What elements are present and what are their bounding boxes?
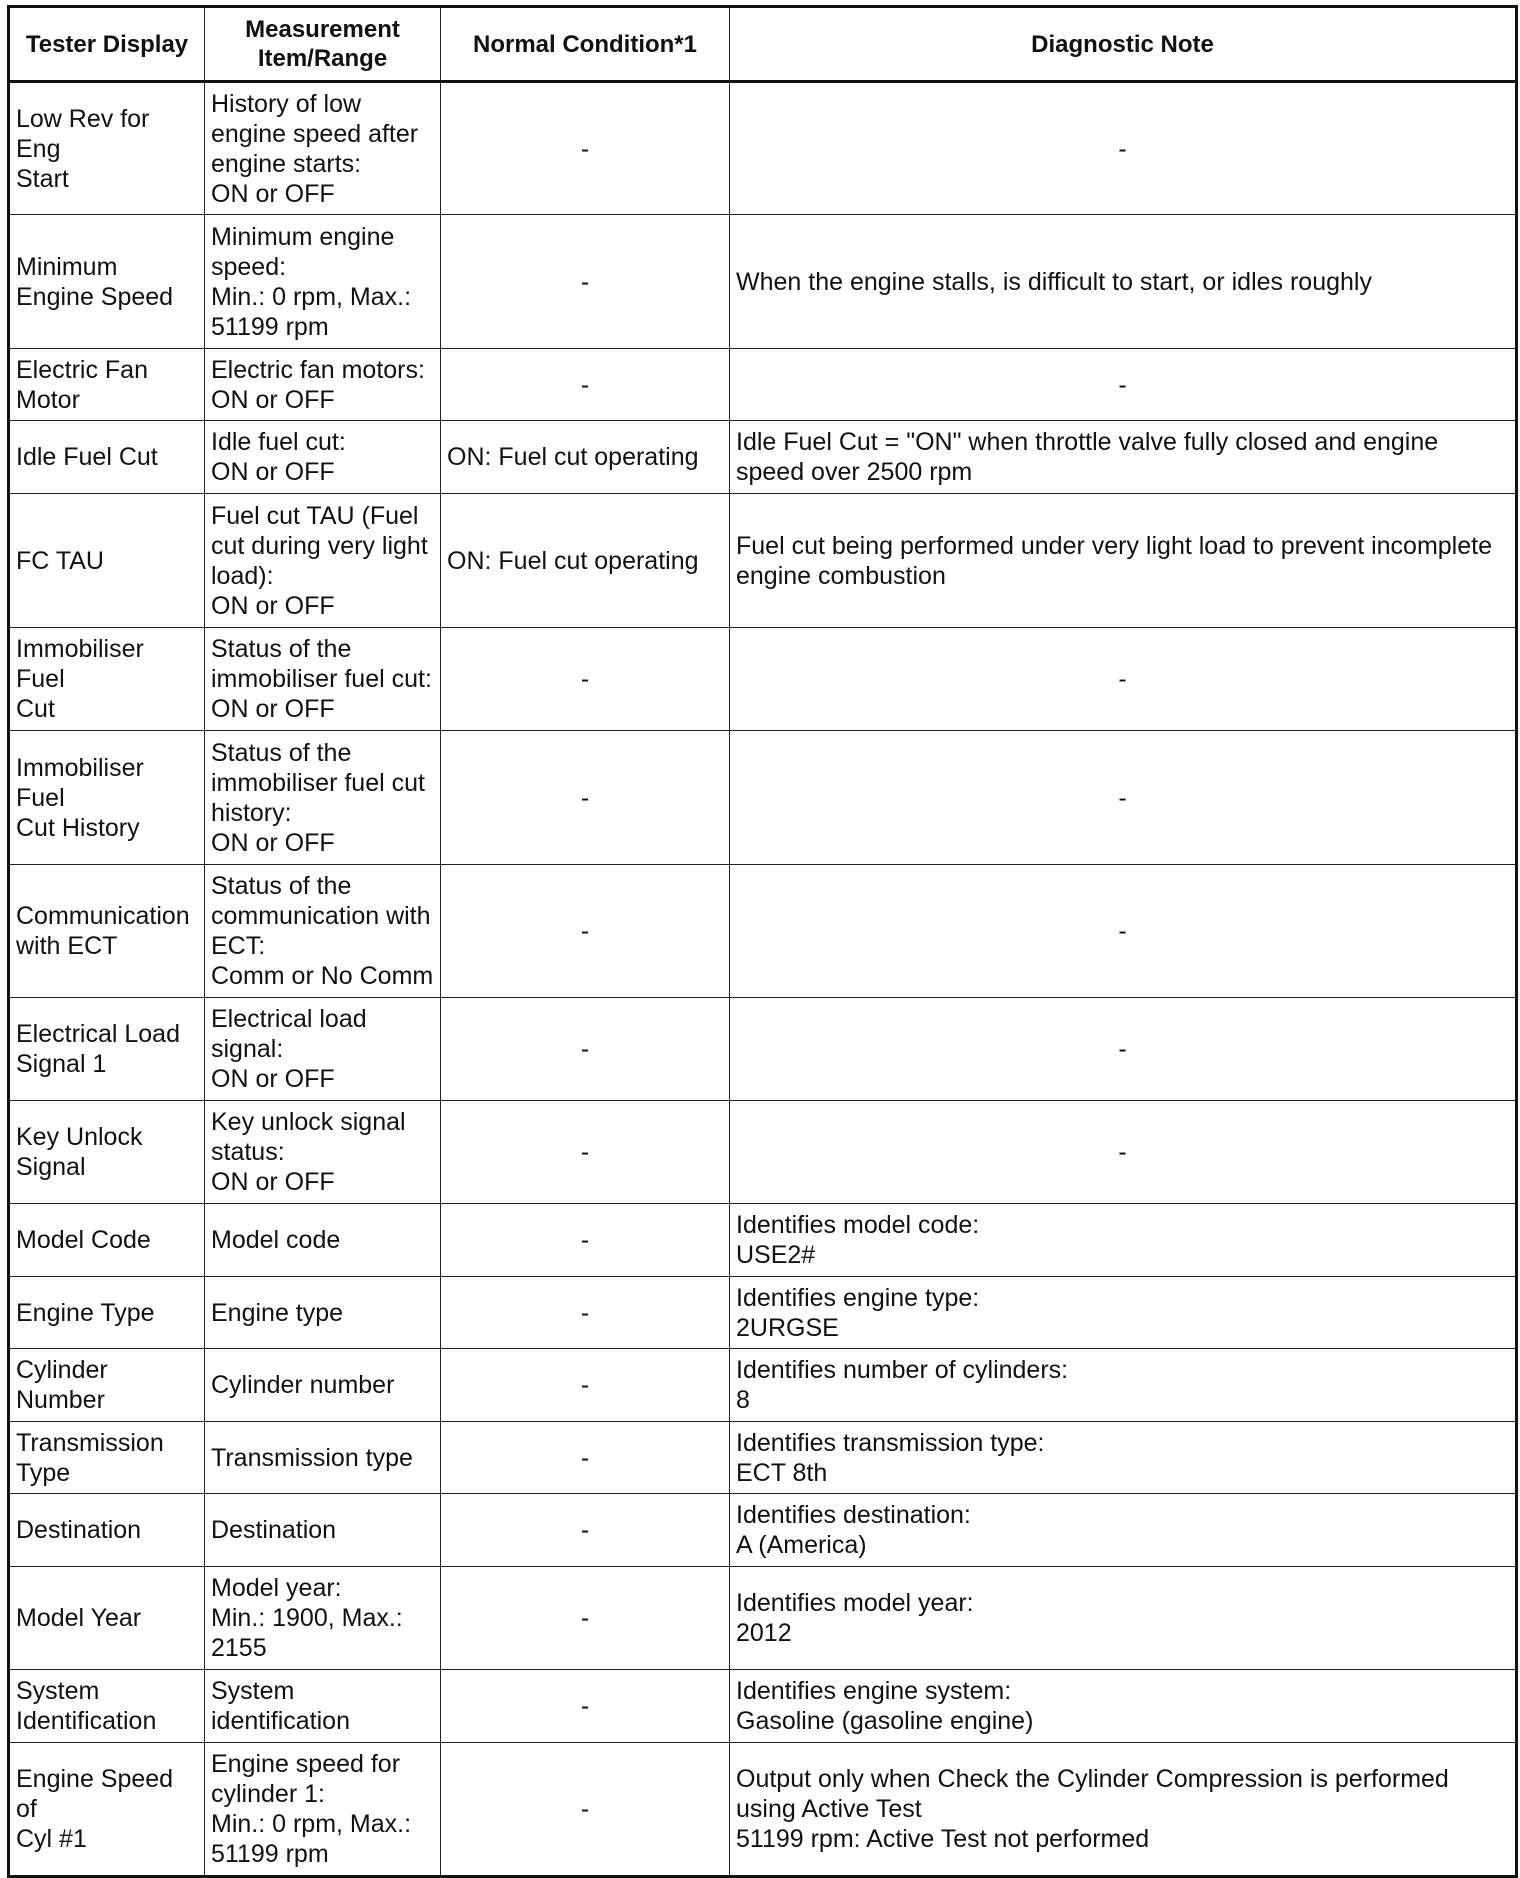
diagnostic-note-cell: Identifies destination: A (America) xyxy=(730,1494,1517,1567)
table-row xyxy=(9,1422,1517,1494)
normal-condition-cell: - xyxy=(441,731,730,865)
diagnostic-note-cell: - xyxy=(730,998,1517,1101)
table-row xyxy=(9,628,1517,731)
tester-display-cell: Engine Speed of Cyl #1 xyxy=(9,1743,205,1877)
header-measurement-item-range: Measurement Item/Range xyxy=(205,7,441,82)
diagnostic-note-cell: Identifies model code: USE2# xyxy=(730,1204,1517,1277)
table-row xyxy=(9,215,1517,349)
diagnostic-note-cell: Identifies engine type: 2URGSE xyxy=(730,1277,1517,1349)
table-row xyxy=(9,421,1517,494)
tester-display-cell: Low Rev for Eng Start xyxy=(9,82,205,215)
measurement-cell: History of low engine speed after engine starts: ON or OFF xyxy=(205,82,441,215)
normal-condition-cell: - xyxy=(441,1277,730,1349)
normal-condition-cell: - xyxy=(441,349,730,421)
normal-condition-cell: - xyxy=(441,1743,730,1877)
diagnostic-note-cell: - xyxy=(730,865,1517,998)
diagnostic-note-cell: Identifies number of cylinders: 8 xyxy=(730,1349,1517,1422)
header-row xyxy=(9,7,1517,82)
diagnostic-note-cell: Identifies engine system: Gasoline (gasoline engine) xyxy=(730,1670,1517,1743)
diagnostic-note-cell: Idle Fuel Cut = "ON" when throttle valve fully closed and engine speed over 2500 rpm xyxy=(730,421,1517,494)
normal-condition-cell: ON: Fuel cut operating xyxy=(441,421,730,494)
measurement-cell: Fuel cut TAU (Fuel cut during very light load): ON or OFF xyxy=(205,494,441,628)
diagnostic-note-cell: When the engine stalls, is difficult to start, or idles roughly xyxy=(730,215,1517,349)
tester-display-cell: Transmission Type xyxy=(9,1422,205,1494)
normal-condition-cell: ON: Fuel cut operating xyxy=(441,494,730,628)
diagnostic-note-cell: Identifies model year: 2012 xyxy=(730,1567,1517,1670)
header-normal-condition: Normal Condition*1 xyxy=(441,7,730,82)
table-row xyxy=(9,82,1517,215)
measurement-cell: Electric fan motors: ON or OFF xyxy=(205,349,441,421)
tester-display-cell: Immobiliser Fuel Cut History xyxy=(9,731,205,865)
tester-display-cell: Minimum Engine Speed xyxy=(9,215,205,349)
tester-display-cell: Model Year xyxy=(9,1567,205,1670)
tester-display-cell: Electrical Load Signal 1 xyxy=(9,998,205,1101)
diagnostic-note-cell: Identifies transmission type: ECT 8th xyxy=(730,1422,1517,1494)
normal-condition-cell: - xyxy=(441,82,730,215)
measurement-cell: Key unlock signal status: ON or OFF xyxy=(205,1101,441,1204)
measurement-cell: Idle fuel cut: ON or OFF xyxy=(205,421,441,494)
table-row xyxy=(9,1277,1517,1349)
normal-condition-cell: - xyxy=(441,1101,730,1204)
table-row xyxy=(9,731,1517,865)
table-header xyxy=(9,7,1517,82)
table-row xyxy=(9,1567,1517,1670)
measurement-cell: Electrical load signal: ON or OFF xyxy=(205,998,441,1101)
normal-condition-cell: - xyxy=(441,1422,730,1494)
normal-condition-cell: - xyxy=(441,215,730,349)
table-row xyxy=(9,1743,1517,1877)
table-body xyxy=(9,82,1517,1877)
measurement-cell: Engine speed for cylinder 1: Min.: 0 rpm, Max.: 51199 rpm xyxy=(205,1743,441,1877)
measurement-cell: Destination xyxy=(205,1494,441,1567)
table-row xyxy=(9,349,1517,421)
diagnostic-note-cell: - xyxy=(730,1101,1517,1204)
tester-display-cell: Model Code xyxy=(9,1204,205,1277)
diagnostic-note-cell: Output only when Check the Cylinder Compression is performed using Active Test 51199 rpm: Active Test not performed xyxy=(730,1743,1517,1877)
tester-display-cell: Key Unlock Signal xyxy=(9,1101,205,1204)
normal-condition-cell: - xyxy=(441,628,730,731)
header-tester-display: Tester Display xyxy=(9,7,205,82)
normal-condition-cell: - xyxy=(441,1204,730,1277)
tester-display-cell: Destination xyxy=(9,1494,205,1567)
normal-condition-cell: - xyxy=(441,1670,730,1743)
measurement-cell: Model year: Min.: 1900, Max.: 2155 xyxy=(205,1567,441,1670)
table-row xyxy=(9,1349,1517,1422)
measurement-cell: Model code xyxy=(205,1204,441,1277)
table-row xyxy=(9,1101,1517,1204)
measurement-cell: Minimum engine speed: Min.: 0 rpm, Max.: 51199 rpm xyxy=(205,215,441,349)
measurement-cell: System identification xyxy=(205,1670,441,1743)
measurement-cell: Status of the immobiliser fuel cut history: ON or OFF xyxy=(205,731,441,865)
normal-condition-cell: - xyxy=(441,1567,730,1670)
diagnostic-note-cell: - xyxy=(730,731,1517,865)
normal-condition-cell: - xyxy=(441,1349,730,1422)
document-sheet xyxy=(7,5,1515,1878)
tester-display-cell: FC TAU xyxy=(9,494,205,628)
data-list-table xyxy=(7,5,1518,1878)
tester-display-cell: Electric Fan Motor xyxy=(9,349,205,421)
diagnostic-note-cell: - xyxy=(730,82,1517,215)
header-diagnostic-note: Diagnostic Note xyxy=(730,7,1517,82)
measurement-cell: Transmission type xyxy=(205,1422,441,1494)
table-row xyxy=(9,865,1517,998)
tester-display-cell: System Identification xyxy=(9,1670,205,1743)
normal-condition-cell: - xyxy=(441,1494,730,1567)
table-row xyxy=(9,1494,1517,1567)
table-row xyxy=(9,1670,1517,1743)
table-row xyxy=(9,1204,1517,1277)
tester-display-cell: Communication with ECT xyxy=(9,865,205,998)
tester-display-cell: Engine Type xyxy=(9,1277,205,1349)
tester-display-cell: Cylinder Number xyxy=(9,1349,205,1422)
measurement-cell: Status of the communication with ECT: Comm or No Comm xyxy=(205,865,441,998)
normal-condition-cell: - xyxy=(441,865,730,998)
diagnostic-note-cell: Fuel cut being performed under very light load to prevent incomplete engine combustion xyxy=(730,494,1517,628)
table-row xyxy=(9,494,1517,628)
table-row xyxy=(9,998,1517,1101)
diagnostic-note-cell: - xyxy=(730,628,1517,731)
diagnostic-note-cell: - xyxy=(730,349,1517,421)
measurement-cell: Status of the immobiliser fuel cut: ON or OFF xyxy=(205,628,441,731)
tester-display-cell: Idle Fuel Cut xyxy=(9,421,205,494)
measurement-cell: Engine type xyxy=(205,1277,441,1349)
tester-display-cell: Immobiliser Fuel Cut xyxy=(9,628,205,731)
normal-condition-cell: - xyxy=(441,998,730,1101)
measurement-cell: Cylinder number xyxy=(205,1349,441,1422)
